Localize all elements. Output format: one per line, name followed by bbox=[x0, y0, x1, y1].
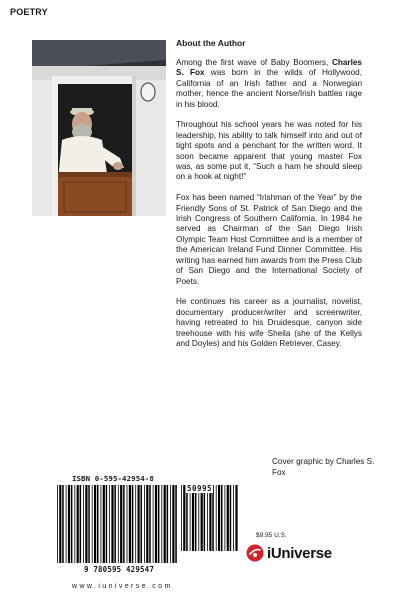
barcode-bar bbox=[66, 485, 67, 563]
barcode-bar bbox=[183, 485, 185, 551]
addon-number: 50995 bbox=[187, 484, 213, 493]
isbn-label: ISBN 0-595-42954-8 bbox=[72, 474, 154, 483]
publisher-name: iUniverse bbox=[267, 544, 332, 562]
barcode-bar bbox=[68, 485, 70, 563]
barcode-bar bbox=[129, 485, 131, 563]
barcode-bar bbox=[80, 485, 82, 563]
barcode-bar bbox=[138, 485, 140, 563]
barcode-bar bbox=[94, 485, 96, 563]
barcode-bar bbox=[57, 485, 58, 563]
barcode-bar bbox=[216, 485, 217, 551]
bio-paragraph-3: Fox has been named “Irishman of the Year” by the Friendly Sons of St. Patrick of San Diego and the Irish Congress of Southern California. In 1984 he served as Chairman of the San Diego Irish Olympic Team Host Committee and is a member of the American Ireland Fund Dinner Committee. His writing has earned him awards from the Press Club of San Diego and the International Society of Poets. bbox=[176, 193, 362, 286]
bio-paragraph-1: Among the first wave of Baby Boomers, Charles S. Fox was born in the wilds of Hollywood, California of an Irish father and a Norwegian mother, hence the ancient Norse/Irish battles rage in his blood. bbox=[176, 58, 362, 109]
barcode-bar bbox=[83, 485, 84, 563]
genre-label: POETRY bbox=[10, 7, 48, 17]
barcode-bar bbox=[74, 485, 75, 563]
price-label: $9.95 U.S. bbox=[256, 532, 287, 539]
barcode-bar bbox=[170, 485, 171, 563]
barcode-bar bbox=[212, 485, 214, 551]
barcode-bar bbox=[153, 485, 154, 563]
barcode-bar bbox=[155, 485, 157, 563]
barcode-bar bbox=[181, 485, 182, 551]
barcode-bar bbox=[144, 485, 145, 563]
author-photo bbox=[32, 40, 166, 216]
barcode-bar bbox=[233, 485, 234, 551]
publisher-website: www.iuniverse.com bbox=[72, 583, 173, 590]
barcode-bar bbox=[88, 485, 90, 563]
barcode-bar bbox=[141, 485, 143, 563]
barcode-bar bbox=[167, 485, 169, 563]
barcode-bar bbox=[175, 485, 177, 563]
barcode-bar bbox=[172, 485, 174, 563]
barcode-bar bbox=[204, 485, 206, 551]
barcode-bar bbox=[77, 485, 79, 563]
barcode-bar bbox=[230, 485, 232, 551]
barcode-bar bbox=[103, 485, 105, 563]
author-name: Charles S. Fox bbox=[176, 58, 362, 78]
barcode-bar bbox=[92, 485, 93, 563]
barcode-bar bbox=[164, 485, 166, 563]
barcode-bar bbox=[190, 485, 191, 551]
barcode-bar bbox=[225, 485, 226, 551]
barcode-bar bbox=[101, 485, 102, 563]
author-biography bbox=[176, 58, 362, 360]
barcode-bar bbox=[149, 485, 151, 563]
barcode-bar bbox=[106, 485, 108, 563]
isbn-barcode bbox=[56, 485, 180, 563]
barcode-bar bbox=[218, 485, 220, 551]
barcode-bar bbox=[207, 485, 208, 551]
barcode-bar bbox=[120, 485, 122, 563]
barcode-bar bbox=[186, 485, 188, 551]
barcode-bar bbox=[201, 485, 203, 551]
barcode-bar bbox=[195, 485, 197, 551]
bio-paragraph-2: Throughout his school years he was noted for his leadership, his ability to talk himself into and out of tight spots and a penchant for the written word. It soon became apparent that young master Fox was, as some put it, “Such a ham he should sleep on a hook at night!” bbox=[176, 120, 362, 182]
barcode-bar bbox=[158, 485, 160, 563]
barcode-bar bbox=[62, 485, 64, 563]
publisher-logo bbox=[246, 542, 332, 564]
about-author-heading: About the Author bbox=[176, 38, 246, 48]
barcode-bar bbox=[161, 485, 162, 563]
barcode-bar bbox=[118, 485, 119, 563]
barcode-bar bbox=[85, 485, 87, 563]
barcode-bar bbox=[209, 485, 211, 551]
barcode-bar bbox=[111, 485, 113, 563]
barcode-bar bbox=[227, 485, 229, 551]
barcode-bar bbox=[59, 485, 61, 563]
barcode-bar bbox=[109, 485, 110, 563]
barcode-bar bbox=[114, 485, 116, 563]
iuniverse-logo-icon bbox=[246, 544, 264, 562]
barcode-bar bbox=[123, 485, 125, 563]
barcode-bar bbox=[135, 485, 136, 563]
barcode-bar bbox=[192, 485, 194, 551]
barcode-bar bbox=[71, 485, 73, 563]
bio-paragraph-4: He continues his career as a journalist, novelist, documentary producer/writer and screenwriter, having retreated to his Druidesque, canyon side treehouse with his wife Sheila (she of the Kellys and Doyles) and his Golden Retriever, Casey. bbox=[176, 297, 362, 348]
barcode-bar bbox=[97, 485, 99, 563]
barcode-bar bbox=[198, 485, 199, 551]
barcode-bar bbox=[235, 485, 237, 551]
cover-credit: Cover graphic by Charles S. Fox bbox=[272, 457, 375, 477]
barcode-bar bbox=[221, 485, 223, 551]
barcode-digits: 9 780595 429547 bbox=[58, 565, 180, 574]
barcode-bar bbox=[127, 485, 128, 563]
barcode-bar bbox=[132, 485, 134, 563]
price-addon-barcode bbox=[180, 485, 240, 551]
barcode-bar bbox=[146, 485, 148, 563]
